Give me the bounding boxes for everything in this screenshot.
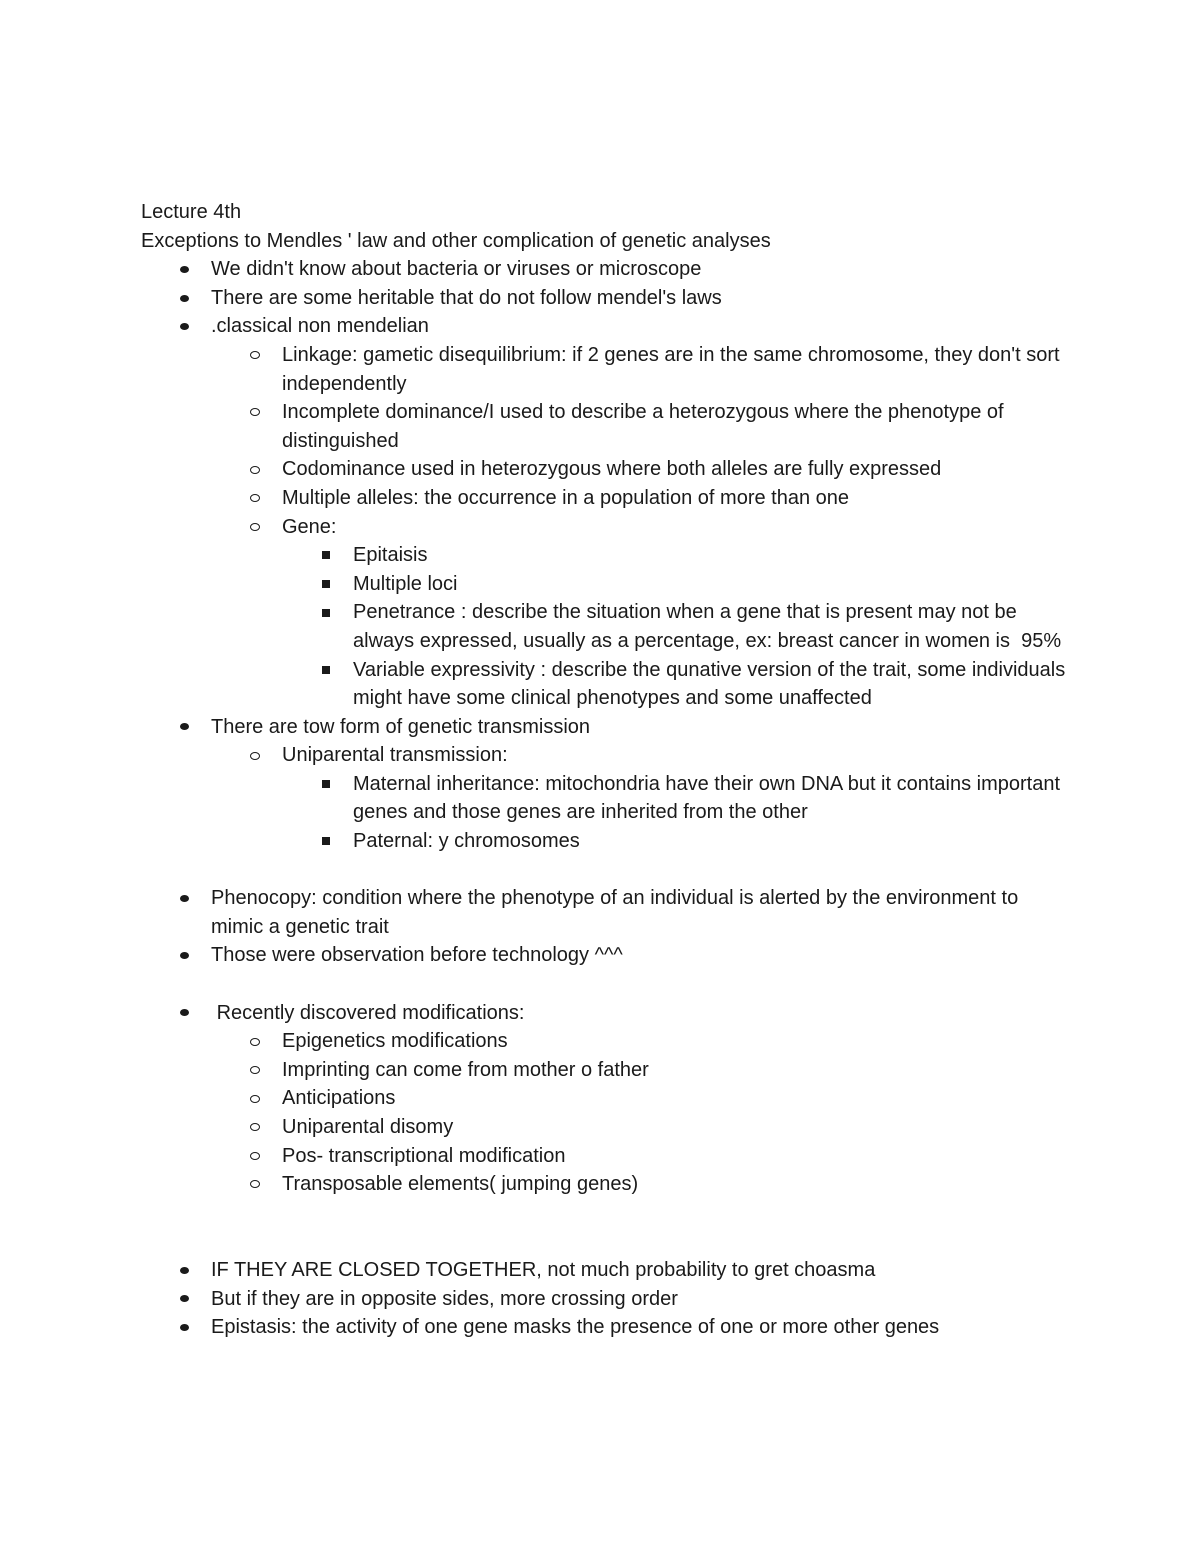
list-item-text: Epigenetics modifications [282,1030,508,1053]
list-item-level-3 [141,570,1071,599]
lecture-title: Lecture 4th [141,201,242,223]
square-bullet-icon [319,598,333,627]
filled-bullet-icon [177,312,191,341]
list-item-text: Uniparental transmission: [282,744,508,767]
list-item-text: Variable expressivity : describe the qunative version of the trait, some individuals might have some clinical phenotypes and some unaffected [353,658,1071,710]
list-item-text: Maternal inheritance: mitochondria have their own DNA but it contains important genes and those genes are inherited from the other [353,772,1066,824]
list-item-level-1 [141,312,1071,341]
list-item-text: Imprinting can come from mother o father [282,1058,649,1081]
list-item-text: Epistasis: the activity of one gene masks the presence of one or more other genes [211,1316,940,1339]
list-item-text: Penetrance : describe the situation when a gene that is present may not be always expressed, usually as a percentage, ex: breast cancer in women is 95% [353,601,1062,652]
filled-bullet-icon [177,255,191,284]
list-item-text: Gene: [282,515,337,538]
hollow-bullet-icon [248,398,262,427]
list-item-text: Those were observation before technology ^^^ [211,944,623,967]
list-item-level-2 [141,1170,1071,1199]
square-bullet-icon [319,770,333,799]
list-item-text: Phenocopy: condition where the phenotype of an individual is alerted by the environment to mimic a genetic trait [211,887,1024,938]
square-bullet-icon [319,827,333,856]
filled-bullet-icon [177,884,191,913]
hollow-bullet-icon [248,1142,262,1171]
lecture-subtitle: Exceptions to Mendles ' law and other complication of genetic analyses [141,229,771,252]
filled-bullet-icon [177,1285,191,1314]
list-item-level-3 [141,827,1071,856]
bullet-list [141,255,1071,1342]
list-item-text: There are some heritable that do not follow mendel's laws [211,286,722,309]
list-item-level-1 [141,1313,1071,1342]
list-item-level-2 [141,341,1071,398]
list-item-level-1 [141,284,1071,313]
list-item-text: We didn't know about bacteria or viruses or microscope [211,258,702,281]
list-item-level-3 [141,770,1071,827]
list-item-level-2 [141,484,1071,513]
list-item-level-1 [141,1256,1071,1285]
hollow-bullet-icon [248,1084,262,1113]
list-item-level-1 [141,941,1071,970]
blank-line [141,1199,1071,1228]
list-item-level-2 [141,398,1071,455]
filled-bullet-icon [177,941,191,970]
list-item-text: Multiple loci [353,572,458,595]
blank-line [141,970,1071,999]
list-item-text: Recently discovered modifications: [211,1001,525,1024]
document-body [141,198,1071,1342]
list-item-level-1 [141,1285,1071,1314]
list-item-text: Paternal: y chromosomes [353,830,580,853]
list-item-text: Pos- transcriptional modification [282,1144,566,1167]
hollow-bullet-icon [248,1027,262,1056]
list-item-level-2 [141,1027,1071,1056]
filled-bullet-icon [177,1256,191,1285]
square-bullet-icon [319,656,333,685]
hollow-bullet-icon [248,1056,262,1085]
blank-line [141,1227,1071,1256]
list-item-text: IF THEY ARE CLOSED TOGETHER, not much probability to gret choasma [211,1258,876,1281]
list-item-level-3 [141,541,1071,570]
list-item-level-2 [141,1113,1071,1142]
hollow-bullet-icon [248,1113,262,1142]
hollow-bullet-icon [248,513,262,542]
list-item-level-2 [141,741,1071,770]
list-item-level-1 [141,255,1071,284]
list-item-text: Incomplete dominance/I used to describe a heterozygous where the phenotype of distinguished [282,401,1010,452]
filled-bullet-icon [177,1313,191,1342]
filled-bullet-icon [177,999,191,1028]
list-item-text: Anticipations [282,1087,396,1110]
list-item-level-3 [141,598,1071,655]
hollow-bullet-icon [248,741,262,770]
list-item-level-2 [141,455,1071,484]
list-item-level-1 [141,713,1071,742]
filled-bullet-icon [177,284,191,313]
list-item-level-2 [141,1056,1071,1085]
list-item-level-3 [141,656,1071,713]
list-item-text: Transposable elements( jumping genes) [282,1173,639,1196]
list-item-text: But if they are in opposite sides, more crossing order [211,1287,678,1310]
hollow-bullet-icon [248,341,262,370]
hollow-bullet-icon [248,1170,262,1199]
list-item-text: There are tow form of genetic transmission [211,715,591,738]
hollow-bullet-icon [248,455,262,484]
square-bullet-icon [319,570,333,599]
list-item-level-1 [141,999,1071,1028]
hollow-bullet-icon [248,484,262,513]
list-item-text: Codominance used in heterozygous where both alleles are fully expressed [282,458,942,481]
list-item-text: Linkage: gametic disequilibrium: if 2 genes are in the same chromosome, they don't sort independently [282,343,1066,395]
blank-line [141,856,1071,885]
filled-bullet-icon [177,713,191,742]
list-item-text: Uniparental disomy [282,1116,454,1138]
list-item-text: .classical non mendelian [211,315,429,338]
list-item-text: Multiple alleles: the occurrence in a population of more than one [282,486,850,509]
list-item-level-2 [141,513,1071,542]
list-item-level-2 [141,1142,1071,1171]
list-item-text: Epitaisis [353,544,428,567]
square-bullet-icon [319,541,333,570]
list-item-level-2 [141,1084,1071,1113]
list-item-level-1 [141,884,1071,941]
